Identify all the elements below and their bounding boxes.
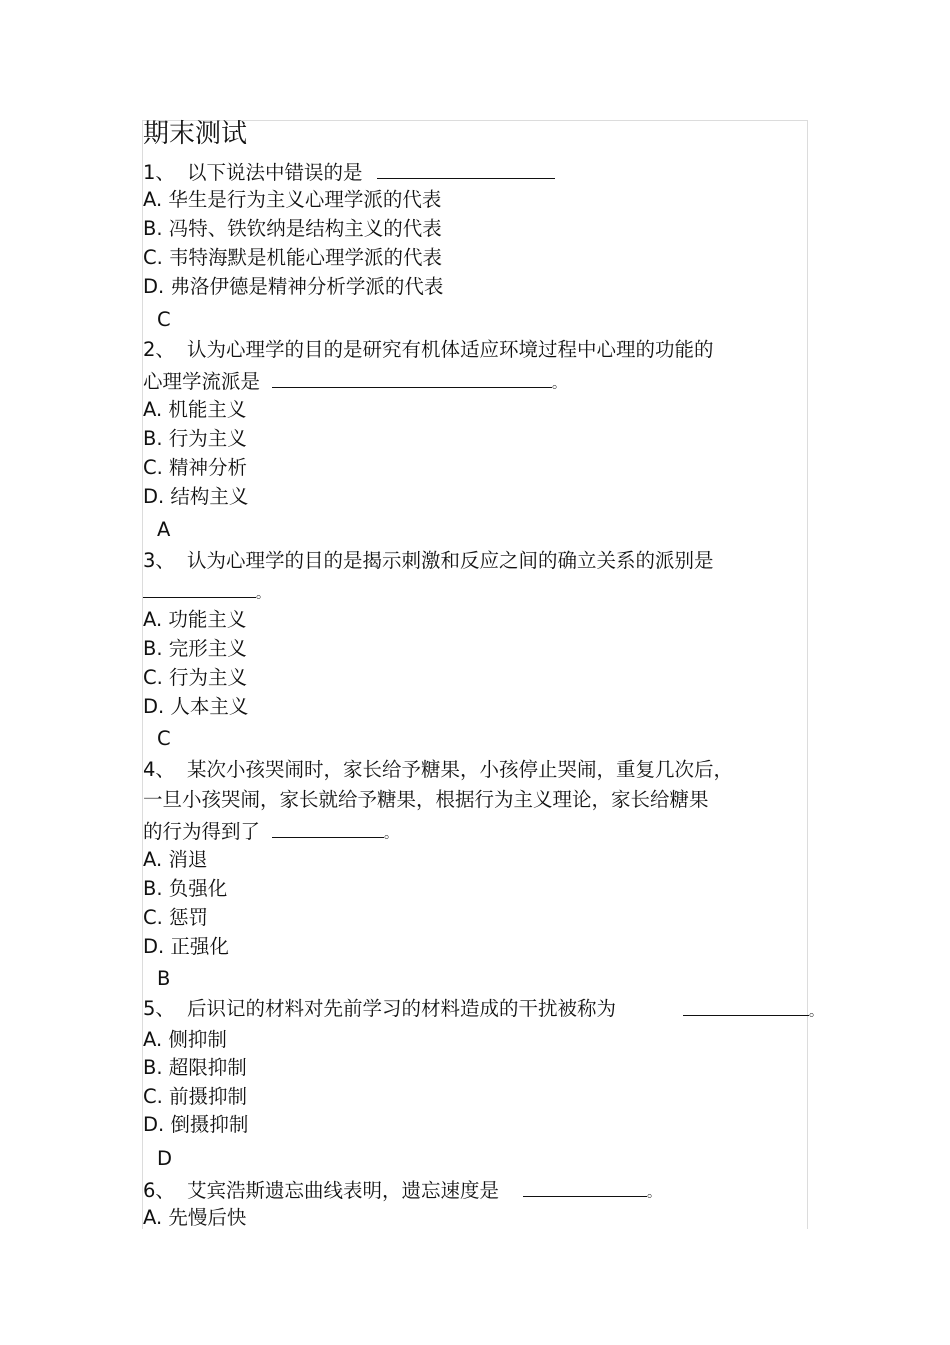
option: A. 机能主义 bbox=[143, 398, 247, 421]
question-4-stem-cont: 的行为得到了 。 bbox=[143, 820, 399, 843]
option: D. 倒摄抑制 bbox=[143, 1113, 249, 1136]
answer-letter: B bbox=[157, 967, 171, 990]
option: B. 行为主义 bbox=[143, 427, 247, 450]
answer-letter: A bbox=[157, 518, 171, 541]
option: B. 完形主义 bbox=[143, 637, 247, 660]
option: C. 韦特海默是机能心理学派的代表 bbox=[143, 246, 443, 269]
option: B. 冯特、铁钦纳是结构主义的代表 bbox=[143, 217, 442, 240]
option: A. 消退 bbox=[143, 848, 208, 871]
answer-blank bbox=[377, 159, 555, 179]
option: C. 行为主义 bbox=[143, 666, 248, 689]
answer-letter: D bbox=[157, 1147, 173, 1170]
answer-blank bbox=[272, 818, 384, 838]
answer-letter: C bbox=[157, 308, 171, 331]
question-4-stem-cont: 一旦小孩哭闹，家长就给予糖果，根据行为主义理论，家长给糖果 bbox=[143, 788, 709, 811]
page-title: 期末测试 bbox=[143, 119, 248, 149]
question-1-stem: 1、 以下说法中错误的是 bbox=[143, 159, 555, 186]
question-3-stem-cont: 。 bbox=[143, 578, 270, 607]
option: A. 侧抑制 bbox=[143, 1028, 227, 1051]
question-2-stem: 2、 认为心理学的目的是研究有机体适应环境过程中心理的功能的 bbox=[143, 338, 714, 361]
question-2-stem-cont: 心理学流派是 。 bbox=[143, 370, 567, 393]
option: A. 华生是行为主义心理学派的代表 bbox=[143, 188, 442, 211]
question-4-stem: 4、 某次小孩哭闹时，家长给予糖果，小孩停止哭闹，重复几次后， bbox=[143, 758, 734, 781]
option: C. 前摄抑制 bbox=[143, 1085, 248, 1108]
question-5-stem: 5、 后识记的材料对先前学习的材料造成的干扰被称为 bbox=[143, 997, 617, 1020]
option: D. 弗洛伊德是精神分析学派的代表 bbox=[143, 275, 444, 298]
option: D. 人本主义 bbox=[143, 695, 249, 718]
answer-blank bbox=[683, 996, 809, 1016]
option: A. 先慢后快 bbox=[143, 1206, 247, 1229]
question-6-stem: 6、 艾宾浩斯遗忘曲线表明，遗忘速度是 。 bbox=[143, 1179, 662, 1202]
option: D. 正强化 bbox=[143, 935, 229, 958]
option: C. 惩罚 bbox=[143, 906, 209, 929]
answer-blank bbox=[272, 368, 552, 388]
option: A. 功能主义 bbox=[143, 608, 247, 631]
option: B. 超限抑制 bbox=[143, 1056, 247, 1079]
answer-blank bbox=[523, 1177, 647, 1197]
question-5-blank: 。 bbox=[683, 996, 823, 1025]
option: D. 结构主义 bbox=[143, 485, 249, 508]
option: B. 负强化 bbox=[143, 877, 228, 900]
answer-blank bbox=[143, 578, 256, 598]
question-3-stem: 3、 认为心理学的目的是揭示刺激和反应之间的确立关系的派别是 bbox=[143, 549, 714, 572]
answer-letter: C bbox=[157, 727, 171, 750]
option: C. 精神分析 bbox=[143, 456, 248, 479]
